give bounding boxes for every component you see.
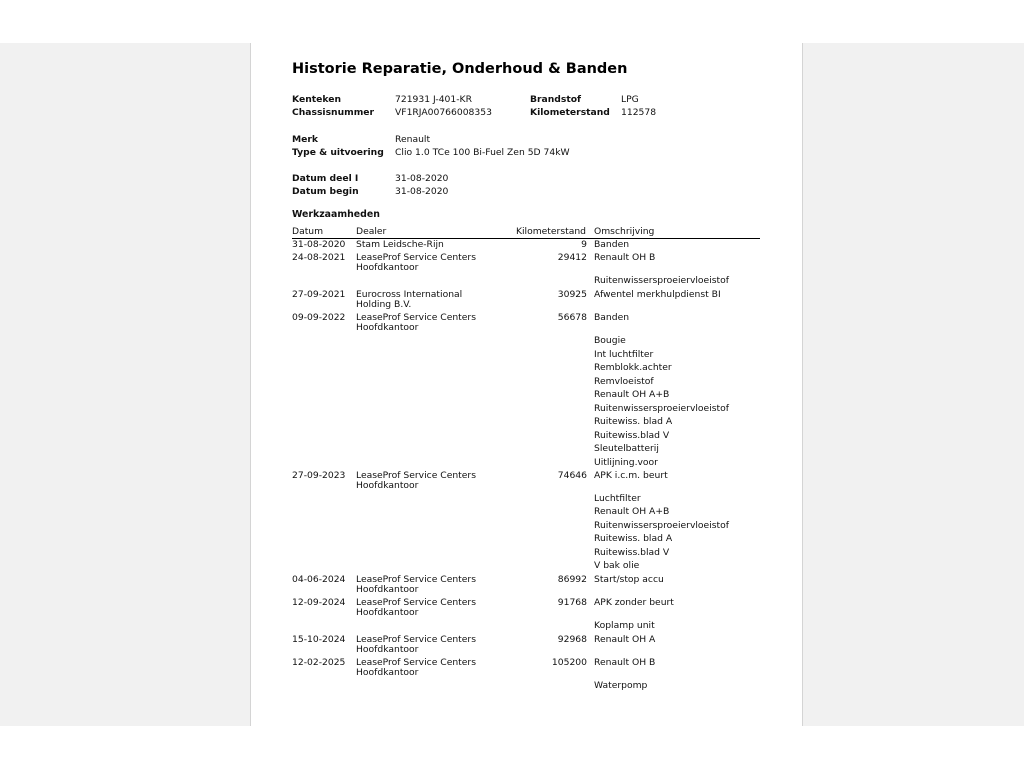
document-viewer[interactable] (0, 43, 1024, 726)
row-omschrijving: Renault OH A+B (594, 506, 670, 517)
row-datum: 31-08-2020 (292, 239, 346, 250)
row-dealer: LeaseProf Service Centers Hoofdkantoor (356, 470, 476, 491)
row-datum: 15-10-2024 (292, 634, 346, 645)
row-dealer: LeaseProf Service Centers Hoofdkantoor (356, 252, 476, 273)
row-dealer: LeaseProf Service Centers Hoofdkantoor (356, 312, 476, 333)
row-kilometerstand: 105200 (551, 657, 587, 668)
kilometerstand-value: 112578 (621, 107, 657, 118)
row-datum: 04-06-2024 (292, 574, 346, 585)
datum-deel-label: Datum deel I (292, 173, 359, 184)
row-omschrijving: Ruitewiss.blad V (594, 430, 670, 441)
row-omschrijving: V bak olie (594, 560, 640, 571)
row-omschrijving: Renault OH A (594, 634, 656, 645)
row-datum: 09-09-2022 (292, 312, 346, 323)
kilometerstand-label: Kilometerstand (530, 107, 610, 118)
row-omschrijving: Koplamp unit (594, 620, 655, 631)
row-omschrijving: Renault OH B (594, 657, 656, 668)
merk-label: Merk (292, 134, 319, 145)
row-kilometerstand: 86992 (557, 574, 587, 585)
row-datum: 12-09-2024 (292, 597, 346, 608)
row-omschrijving: Ruitenwissersproeiervloeistof (594, 520, 730, 531)
row-omschrijving: Uitlijning.voor (594, 457, 658, 468)
werkzaamheden-title: Werkzaamheden (292, 209, 380, 220)
row-omschrijving: Bougie (594, 335, 626, 346)
brandstof-label: Brandstof (530, 94, 582, 105)
row-datum: 24-08-2021 (292, 252, 346, 263)
kenteken-value: 721931 J-401-KR (395, 94, 472, 105)
row-omschrijving: Renault OH B (594, 252, 656, 263)
datum-begin-label: Datum begin (292, 186, 359, 197)
row-kilometerstand: 92968 (557, 634, 587, 645)
brandstof-value: LPG (621, 94, 639, 105)
header-datum: Datum (292, 226, 324, 237)
row-datum: 27-09-2021 (292, 289, 346, 300)
row-kilometerstand: 9 (581, 239, 587, 250)
row-omschrijving: Start/stop accu (594, 574, 664, 585)
row-kilometerstand: 56678 (557, 312, 587, 323)
row-omschrijving: Ruitewiss. blad A (594, 416, 673, 427)
row-omschrijving: APK i.c.m. beurt (594, 470, 668, 481)
header-omschrijving: Omschrijving (594, 226, 655, 237)
document-title: Historie Reparatie, Onderhoud & Banden (292, 61, 628, 77)
row-dealer: LeaseProf Service Centers Hoofdkantoor (356, 574, 476, 595)
datum-deel-value: 31-08-2020 (395, 173, 449, 184)
row-omschrijving: Ruitewiss.blad V (594, 547, 670, 558)
row-omschrijving: APK zonder beurt (594, 597, 674, 608)
row-kilometerstand: 30925 (557, 289, 587, 300)
kenteken-label: Kenteken (292, 94, 341, 105)
merk-value: Renault (395, 134, 431, 145)
row-omschrijving: Renault OH A+B (594, 389, 670, 400)
row-dealer: LeaseProf Service Centers Hoofdkantoor (356, 657, 476, 678)
header-kilometerstand: Kilometerstand (515, 226, 586, 237)
row-kilometerstand: 74646 (557, 470, 587, 481)
row-omschrijving: Int luchtfilter (594, 349, 654, 360)
row-datum: 27-09-2023 (292, 470, 346, 481)
row-dealer: LeaseProf Service Centers Hoofdkantoor (356, 634, 476, 655)
type-label: Type & uitvoering (292, 147, 384, 158)
row-omschrijving: Sleutelbatterij (594, 443, 659, 454)
row-omschrijving: Remblokk.achter (594, 362, 672, 373)
row-omschrijving: Ruitenwissersproeiervloeistof (594, 275, 730, 286)
chassis-label: Chassisnummer (292, 107, 375, 118)
row-omschrijving: Luchtfilter (594, 493, 641, 504)
row-omschrijving: Ruitewiss. blad A (594, 533, 673, 544)
row-omschrijving: Afwentel merkhulpdienst BI (594, 289, 721, 300)
chassis-value: VF1RJA00766008353 (395, 107, 492, 118)
row-omschrijving: Banden (594, 239, 630, 250)
row-omschrijving: Remvloeistof (594, 376, 654, 387)
type-value: Clio 1.0 TCe 100 Bi-Fuel Zen 5D 74kW (395, 147, 570, 158)
werkzaamheden-table (251, 43, 802, 726)
row-dealer: Eurocross International Holding B.V. (356, 289, 463, 310)
row-omschrijving: Waterpomp (594, 680, 648, 691)
document-page (250, 43, 803, 726)
row-omschrijving: Banden (594, 312, 630, 323)
row-omschrijving: Ruitenwissersproeiervloeistof (594, 403, 730, 414)
row-dealer: LeaseProf Service Centers Hoofdkantoor (356, 597, 476, 618)
row-kilometerstand: 91768 (557, 597, 587, 608)
datum-begin-value: 31-08-2020 (395, 186, 449, 197)
row-kilometerstand: 29412 (557, 252, 587, 263)
header-dealer: Dealer (356, 226, 387, 237)
row-dealer: Stam Leidsche-Rijn (356, 239, 444, 250)
row-datum: 12-02-2025 (292, 657, 346, 668)
